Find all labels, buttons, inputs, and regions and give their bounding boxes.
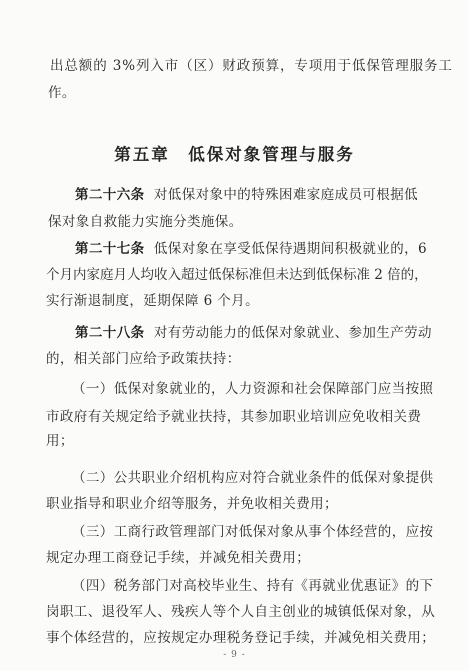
article-text: 对有劳动能力的低保对象就业、参加生产劳动 (153, 325, 432, 341)
article-text: 低保对象在享受低保待遇期间积极就业的，6 (153, 241, 427, 257)
text-line: 的，相关部门应给予政策扶持： (46, 351, 241, 367)
text-line: 事个体经营的，应按规定办理税务登记手续，并减免相关费用； (46, 630, 436, 646)
text-line: （二）公共职业介绍机构应对符合就业条件的低保对象提供 (72, 470, 434, 486)
text-line: 市政府有关规定给予就业扶持，其参加职业培训应免收相关费 (46, 409, 422, 425)
text-line: 用； (46, 433, 74, 449)
chapter-title: 第五章 低保对象管理与服务 (114, 145, 355, 164)
text-line: （四）税务部门对高校毕业生、持有《再就业优惠证》的下 (72, 578, 434, 594)
text-line: 保对象自救能力实施分类施保。 (48, 214, 243, 230)
page-number: - 9 - (223, 650, 246, 660)
article-text: 对低保对象中的特殊困难家庭成员可根据低 (153, 187, 418, 203)
text-line: （三）工商行政管理部门对低保对象从事个体经营的，应按 (72, 524, 434, 540)
article-28 (75, 324, 432, 342)
text-line: 作。 (48, 85, 76, 101)
text-line: 实行渐退制度，延期保障 6 个月。 (46, 293, 259, 309)
text-line: 职业指导和职业介绍等服务，并免收相关费用； (46, 496, 338, 512)
text-line: （一）低保对象就业的，人力资源和社会保障部门应当按照 (72, 381, 434, 397)
article-26 (75, 186, 418, 204)
article-heading: 第二十七条 (75, 241, 145, 257)
article-27 (75, 240, 427, 258)
text-line: 出总额的 3%列入市（区）财政预算，专项用于低保管理服务工 (50, 58, 453, 74)
text-line: 岗职工、退役军人、残疾人等个人自主创业的城镇低保对象，从 (46, 604, 436, 620)
text-line: 规定办理工商登记手续，并减免相关费用； (46, 550, 311, 566)
text-line: 个月内家庭月人均收入超过低保标准但未达到低保标准 2 倍的， (46, 267, 428, 283)
article-heading: 第二十六条 (75, 187, 145, 203)
article-heading: 第二十八条 (75, 325, 145, 341)
